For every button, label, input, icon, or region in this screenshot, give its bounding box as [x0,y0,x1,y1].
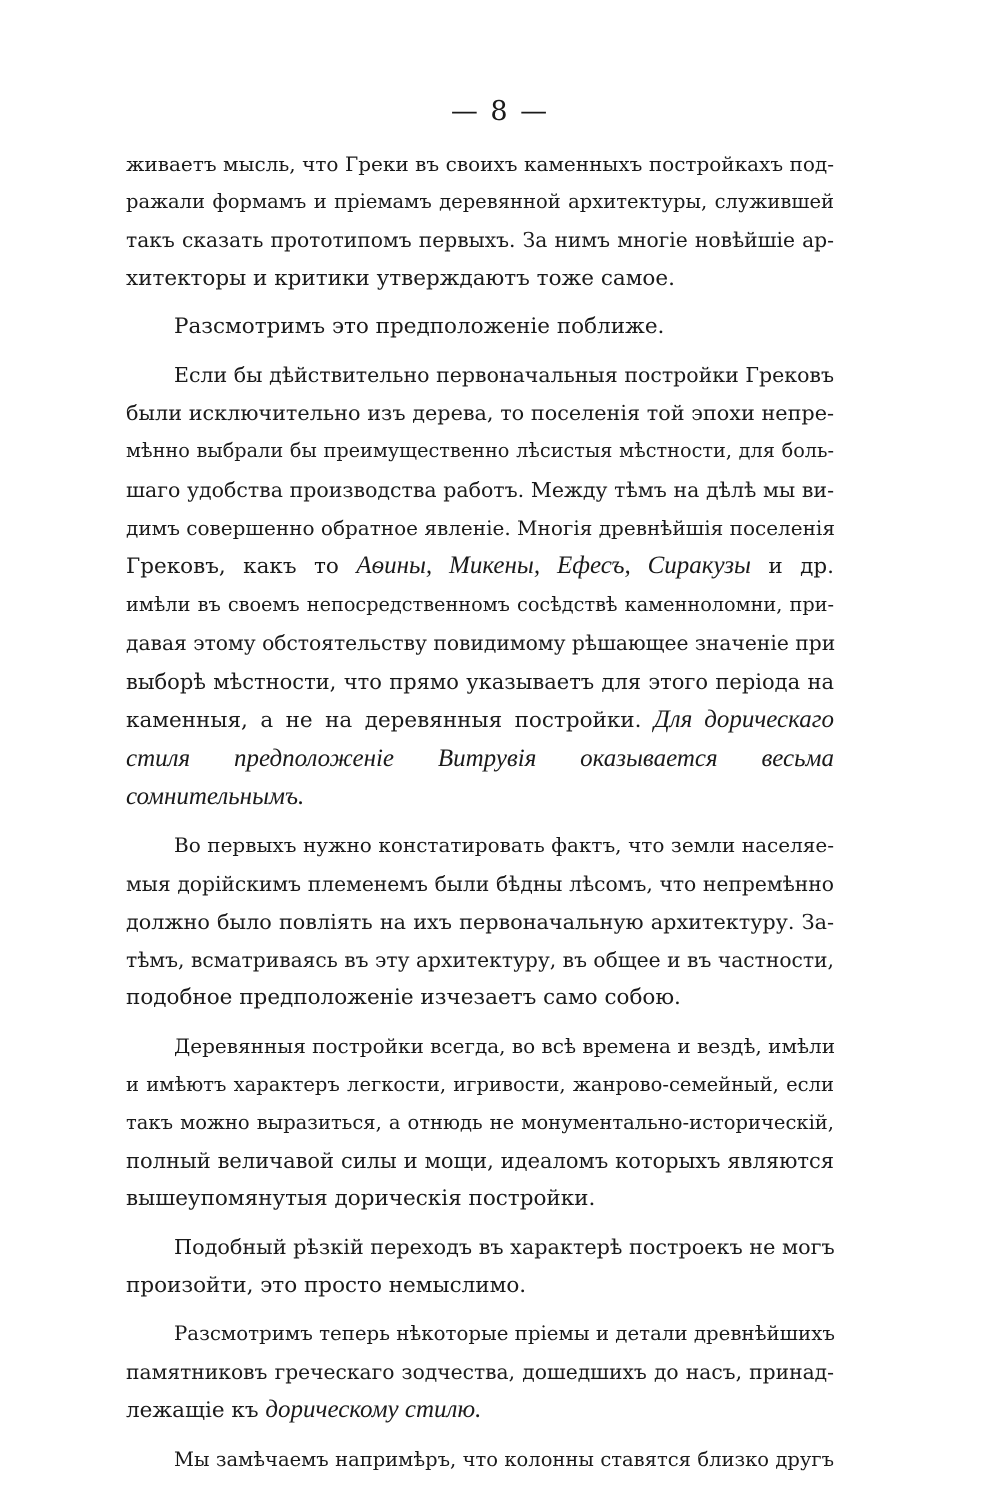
text-line: Деревянныя постройки всегда, во всѣ времена и вездѣ, имѣли [174,1034,836,1059]
paragraph [126,356,834,816]
text-line: такъ можно выразиться, а отнюдь не монументально-историческій, [126,1110,834,1134]
italic-place-names: Аѳины, Микены, Ефесъ, Сиракузы [356,552,751,580]
italic-line: сомнительнымъ. [126,783,305,811]
page-number: — 8 — [450,96,550,127]
paragraph [126,1228,834,1304]
italic-phrase: дорическому стилю. [265,1396,482,1424]
text-line: Разсмотримъ теперь нѣкоторые пріемы и детали древнѣйшихъ [174,1321,835,1345]
text-line: выборѣ мѣстности, что прямо указываетъ для этого періода на [126,669,834,694]
text-line-with-italics [126,1391,834,1430]
text-line: димъ совершенно обратное явленіе. Многія древнѣйшія поселенія [126,515,835,540]
text-line: давая этому обстоятельству повидимому рѣшающее значеніе при [126,631,836,656]
text-line: памятниковъ греческаго зодчества, дошедшихъ до насъ, принад- [126,1360,834,1385]
paragraph [126,1027,834,1218]
italic-line: стиля предположеніе Витрувія оказывается весьма [126,745,834,773]
text-line: подобное предположеніе изчезаетъ само собою. [126,985,681,1011]
text-line: и имѣютъ характеръ легкости, игривости, жанрово-семейный, если [126,1072,834,1096]
text-line: ражали формамъ и пріемамъ деревянной архитектуры, служившей [126,190,834,214]
text-line: такъ сказать прототипомъ первыхъ. За нимъ многіе новѣйшіе ар- [126,228,834,253]
paragraph [126,826,834,1017]
text-line: Подобный рѣзкій переходъ въ характерѣ построекъ не могъ [174,1235,835,1260]
body-text [126,145,834,1489]
text-segment: и др. [768,554,835,580]
text-segment: каменныя, а не на деревянныя постройки. [126,707,642,733]
text-segment: Грековъ, какъ то [126,554,339,580]
text-line: тѣмъ, всматриваясь въ эту архитектуру, въ общее и въ частности, [126,948,834,973]
text-line: произойти, это просто немыслимо. [126,1272,527,1298]
text-line: хитекторы и критики утверждаютъ тоже самое. [126,265,675,291]
text-line: вышеупомянутыя дорическія постройки. [126,1186,596,1212]
text-line: Разсмотримъ это предположеніе поближе. [174,313,665,339]
text-line: имѣли въ своемъ непосредственномъ сосѣдствѣ каменноломни, при- [126,593,834,617]
text-line: Во первыхъ нужно констатировать фактъ, что земли населяе- [174,833,834,858]
text-line: Мы замѣчаемъ напримѣръ, что колонны ставятся близко другъ [174,1447,834,1471]
text-line: мѣнно выбрали бы преимущественно лѣсистыя мѣстности, для боль- [126,439,834,463]
paragraph [126,1441,834,1479]
text-line: должно было повліять на ихъ первоначальную архитектуру. За- [126,909,834,934]
text-segment: лежащіе къ [126,1398,259,1424]
text-line: полный величавой силы и мощи, идеаломъ которыхъ являются [126,1149,834,1174]
paragraph [126,308,834,346]
text-line: шаго удобства производства работъ. Между тѣмъ на дѣлѣ мы ви- [126,477,834,502]
text-line: Если бы дѣйствительно первоначальныя постройки Грековъ [174,363,834,388]
text-line: живаетъ мысль, что Греки въ своихъ каменныхъ постройкахъ под- [126,152,834,176]
text-line-with-italics [126,547,834,586]
paragraph [126,145,834,298]
text-line: мыя дорійскимъ племенемъ были бѣдны лѣсомъ, что непремѣнно [126,871,834,896]
paragraph [126,1315,834,1431]
italic-phrase: Для дорическаго [653,705,834,733]
text-line: были исключительно изъ дерева, то поселенія той эпохи непре- [126,401,834,426]
text-line-with-italics [126,701,834,740]
